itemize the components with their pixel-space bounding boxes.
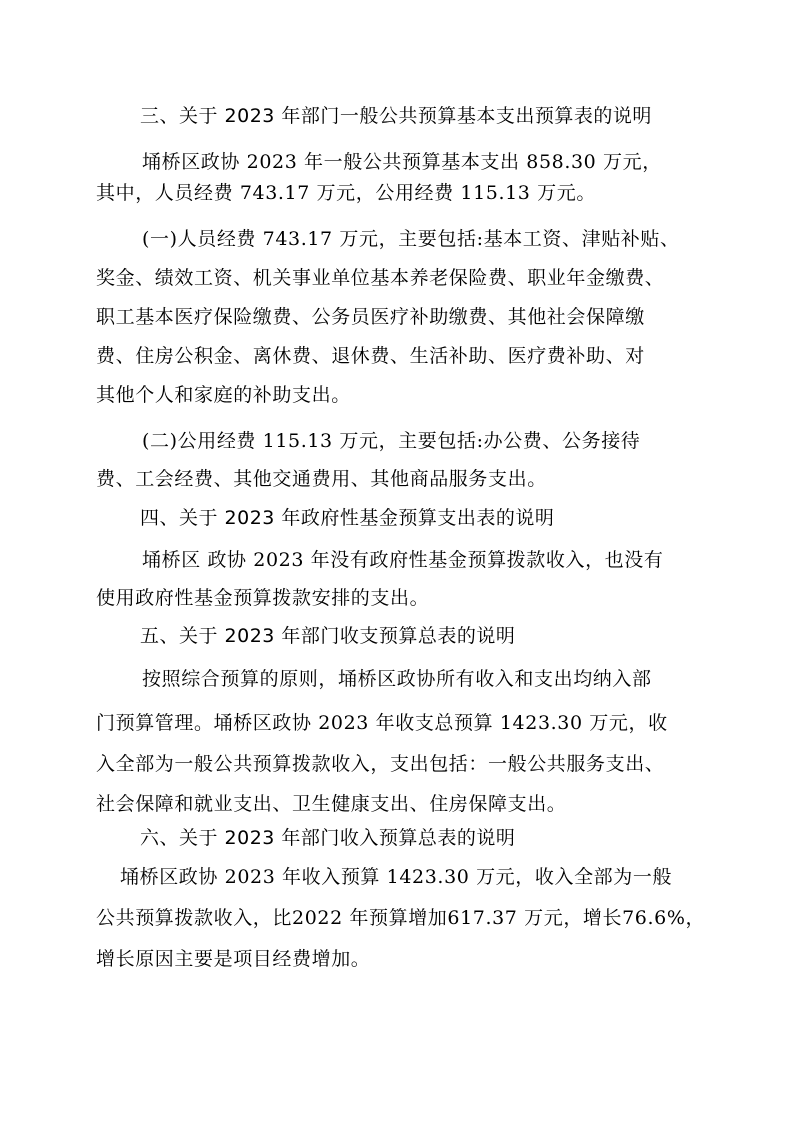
section-4-line-1: 埇桥区 政协 2023 年没有政府性基金预算拨款收入，也没有 xyxy=(142,549,664,571)
section-5-line-1: 按照综合预算的原则，埇桥区政协所有收入和支出均纳入部 xyxy=(142,668,652,690)
section-3-line-1: 埇桥区政协 2023 年一般公共预算基本支出 858.30 万元， xyxy=(142,151,662,173)
section-3-line-5: 职工基本医疗保险缴费、公务员医疗补助缴费、其他社会保障缴 xyxy=(96,306,645,328)
section-6-line-1: 埇桥区政协 2023 年收入预算 1423.30 万元，收入全部为一般 xyxy=(120,866,673,888)
section-5-line-4: 社会保障和就业支出、卫生健康支出、住房保障支出。 xyxy=(96,793,567,815)
section-6-line-2: 公共预算拨款收入，比2022 年预算增加617.37 万元，增长76.6%， xyxy=(96,907,706,929)
section-5-heading: 五、关于 2023 年部门收支预算总表的说明 xyxy=(140,625,516,647)
section-3-line-2: 其中，人员经费 743.17 万元，公用经费 115.13 万元。 xyxy=(96,182,596,204)
section-4-heading: 四、关于 2023 年政府性基金预算支出表的说明 xyxy=(140,507,555,529)
section-6-line-3: 增长原因主要是项目经费增加。 xyxy=(96,948,371,970)
section-4-line-2: 使用政府性基金预算拨款安排的支出。 xyxy=(96,587,430,609)
section-3-line-6: 费、住房公积金、离休费、退休费、生活补助、医疗费补助、对 xyxy=(96,345,645,367)
section-3-line-3: (一)人员经费 743.17 万元，主要包括:基本工资、津贴补贴、 xyxy=(142,228,680,250)
section-3-line-8: (二)公用经费 115.13 万元，主要包括:办公费、公务接待 xyxy=(142,430,641,452)
section-3-line-7: 其他个人和家庭的补助支出。 xyxy=(96,384,351,406)
section-3-line-4: 奖金、绩效工资、机关事业单位基本养老保险费、职业年金缴费、 xyxy=(96,267,665,289)
section-5-line-3: 入全部为一般公共预算拨款收入，支出包括：一般公共服务支出、 xyxy=(96,753,665,775)
section-3-heading: 三、关于 2023 年部门一般公共预算基本支出预算表的说明 xyxy=(140,105,652,127)
section-6-heading: 六、关于 2023 年部门收入预算总表的说明 xyxy=(140,827,516,849)
section-3-line-9: 费、工会经费、其他交通费用、其他商品服务支出。 xyxy=(96,468,547,490)
section-5-line-2: 门预算管理。埇桥区政协 2023 年收支总预算 1423.30 万元，收 xyxy=(96,712,668,734)
